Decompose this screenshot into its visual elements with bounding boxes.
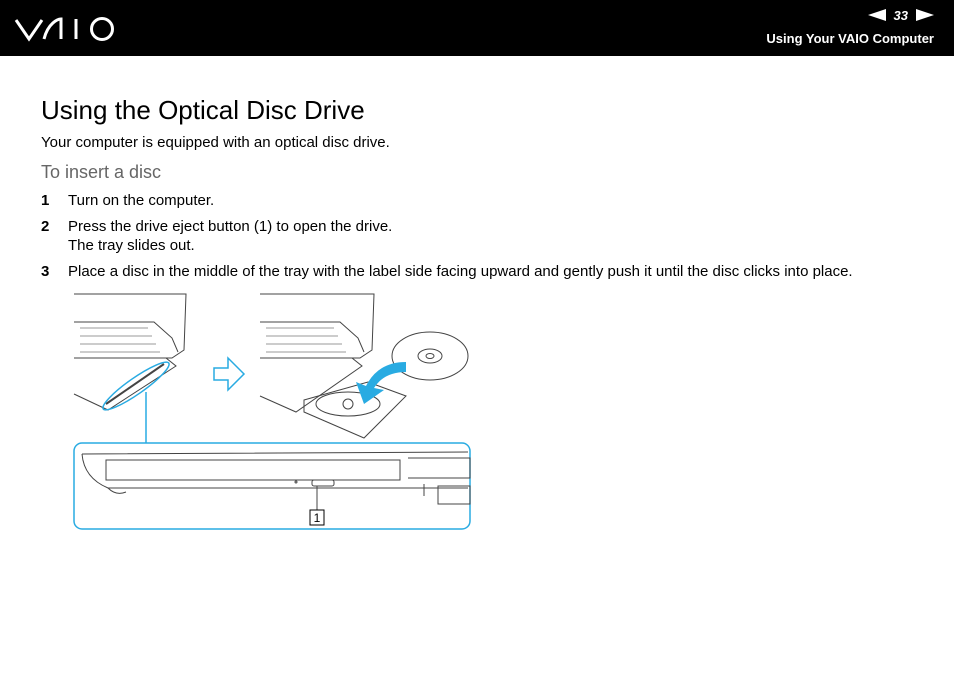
intro-text: Your computer is equipped with an optical disc drive. <box>41 134 390 151</box>
section-title: Using Your VAIO Computer <box>766 31 934 46</box>
laptop-closed-tray-drawing <box>74 294 186 415</box>
page-navigation <box>868 7 934 23</box>
next-page-icon[interactable] <box>916 9 934 21</box>
step-number: 1 <box>41 192 50 209</box>
callout-label: 1 <box>313 511 321 525</box>
step-text: Press the drive eject button (1) to open the drive. <box>68 218 393 235</box>
procedure-heading: To insert a disc <box>41 162 162 182</box>
step-number: 3 <box>41 263 50 280</box>
step-text: Turn on the computer. <box>68 192 215 209</box>
step-text: The tray slides out. <box>68 237 195 254</box>
previous-page-icon[interactable] <box>868 9 886 21</box>
vaio-logo <box>14 13 122 45</box>
page-number: 33 <box>893 7 908 23</box>
page-title: Using the Optical Disc Drive <box>41 95 365 125</box>
step-number: 2 <box>41 218 50 235</box>
right-arrow-icon <box>214 358 244 390</box>
disc-insertion-illustration <box>68 292 476 536</box>
step-text: Place a disc in the middle of the tray with the label side facing upward and gently push it until the disc clicks into place. <box>68 263 853 280</box>
laptop-open-tray-drawing <box>260 294 468 438</box>
header-bar <box>0 0 954 56</box>
drive-closeup-frame <box>74 443 470 529</box>
